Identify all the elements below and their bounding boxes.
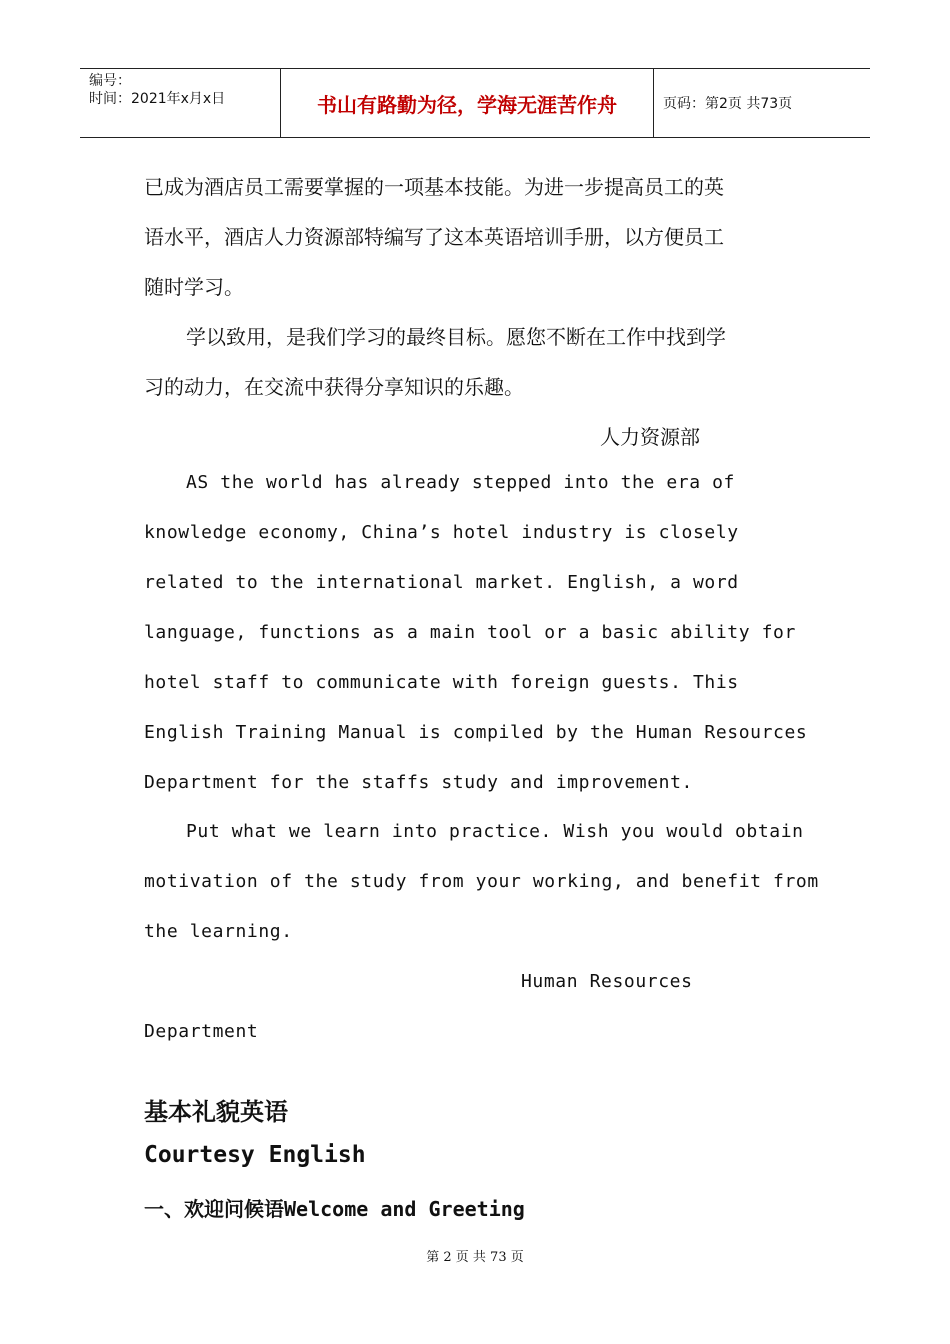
en-signature: Human Resources (521, 971, 693, 992)
subsection-heading (144, 1193, 525, 1222)
date-label: 时间：2021年x月x日 (89, 91, 226, 107)
header-motto: 书山有路勤为径，学海无涯苦作舟 (281, 69, 654, 137)
en-paragraph-line: hotel staff to communicate with foreign guests. This (144, 672, 739, 693)
cn-paragraph-line: 随时学习。 (144, 275, 244, 299)
en-paragraph-line: knowledge economy, China’s hotel industry is closely (144, 522, 739, 543)
en-paragraph-line: language, functions as a main tool or a basic ability for (144, 622, 796, 643)
en-paragraph-line: Department for the staffs study and improvement. (144, 772, 693, 793)
page-header (80, 68, 870, 138)
en-paragraph-line: Put what we learn into practice. Wish you would obtain (186, 821, 804, 842)
header-page-label: 页码：第2页 共73页 (663, 96, 793, 112)
number-label: 编号： (89, 73, 131, 89)
section-title-en: Courtesy English (144, 1142, 366, 1168)
en-paragraph-line: the learning. (144, 921, 293, 942)
section-title-cn: 基本礼貌英语 (144, 1098, 288, 1126)
subsection-heading-en: Welcome and Greeting (284, 1197, 525, 1221)
en-paragraph-line: related to the international market. English, a word (144, 572, 739, 593)
header-meta (80, 69, 281, 137)
cn-paragraph-line: 习的动力，在交流中获得分享知识的乐趣。 (144, 375, 524, 399)
en-paragraph-line: AS the world has already stepped into the era of (186, 472, 735, 493)
cn-paragraph-line: 语水平，酒店人力资源部特编写了这本英语培训手册，以方便员工 (144, 225, 724, 249)
en-signature-department: Department (144, 1021, 259, 1042)
subsection-heading-cn: 一、欢迎问候语 (144, 1197, 284, 1221)
en-paragraph-line: English Training Manual is compiled by the Human Resources (144, 722, 808, 743)
cn-paragraph-line: 学以致用，是我们学习的最终目标。愿您不断在工作中找到学 (186, 325, 726, 349)
cn-signature: 人力资源部 (600, 425, 700, 449)
cn-paragraph-line: 已成为酒店员工需要掌握的一项基本技能。为进一步提高员工的英 (144, 175, 724, 199)
en-paragraph-line: motivation of the study from your working, and benefit from (144, 871, 819, 892)
page-footer: 第 2 页 共 73 页 (426, 1250, 524, 1265)
